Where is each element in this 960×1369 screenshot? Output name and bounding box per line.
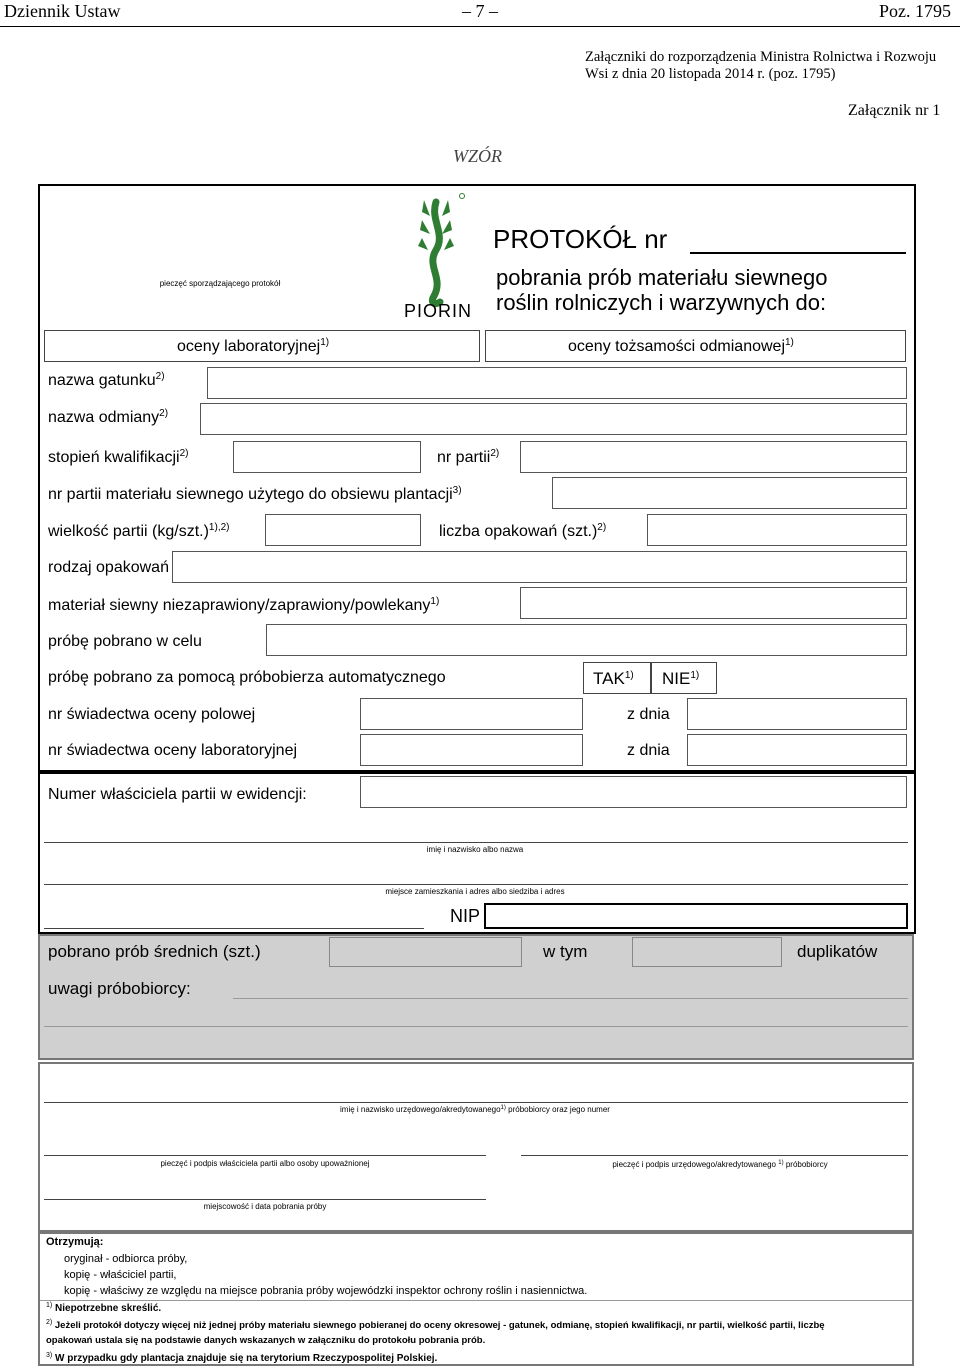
recipient-item: oryginał - odbiorca próby, [64, 1253, 188, 1265]
official-signature-line[interactable] [521, 1155, 908, 1156]
sampler-remarks-label: uwagi próbobiorcy: [48, 979, 191, 998]
owner-name-caption: imię i nazwisko albo nazwa [426, 845, 524, 854]
fields-nr-partii-text: nr partii [437, 449, 491, 466]
annex-number: Załącznik nr 1 [848, 102, 941, 119]
fields-odmiana-sup-text: 2) [159, 408, 169, 419]
page-number: – 7 – [462, 1, 498, 21]
position-number: Poz. 1795 [879, 1, 951, 21]
recipient-item: kopię - właściwy ze względu na miejsce pobrania próby wojewódzki inspektor ochrony roślin i nasiennictwa. [64, 1285, 588, 1297]
fields-nr-partii-mat-text: nr partii materiału siewnego użytego do obsiewu plantacji [48, 486, 453, 503]
footnotes-n2-line2-text: opakowań ustala się na podstawie danych wskazanych w załączniku do protokołu pobrania prób. [46, 1335, 486, 1346]
template-label: WZÓR [453, 146, 502, 166]
variety-label [48, 409, 168, 427]
recipients-title-text: Otrzymują: [46, 1236, 104, 1248]
footnotes-n2-line1-text: Jeżeli protokół dotyczy więcej niż jednej próby materiału siewnego pobieranej do oceny okresowej - gatunek, odmianę, stopień kwalifikacji, nr partii, wielkość partii, liczbę [54, 1320, 825, 1331]
material-label [48, 597, 439, 615]
owner-address-line[interactable] [44, 884, 908, 885]
option-identity-assessment[interactable] [485, 330, 906, 362]
field-cert-date-label: z dnia [627, 706, 670, 723]
option-identity-label: oceny tożsamości odmianowej [568, 338, 785, 355]
duplicates-label: duplikatów [797, 942, 878, 961]
footer-divider [40, 1300, 912, 1301]
footnotes-n3-text: W przypadku gdy plantacja znajduje się na terytorium Rzeczypospolitej Polskiej. [55, 1353, 438, 1364]
remarks-line-2[interactable] [44, 1026, 908, 1027]
qualification-label [48, 449, 189, 467]
fields-tak-sup-text: 1) [624, 670, 634, 681]
fields-nie-sup-text: 1) [690, 670, 700, 681]
lab-cert-input[interactable] [360, 734, 583, 766]
fields-nr-partii-sup-text: 2) [490, 448, 500, 459]
lot-size-input[interactable] [265, 514, 421, 546]
footnote-1 [46, 1303, 161, 1315]
signatures-official-stamp-a-text: pieczęć i podpis urzędowego/akredytowanego [612, 1160, 777, 1169]
species-label [48, 372, 165, 390]
fields-stopien-text: stopień kwalifikacji [48, 449, 180, 466]
material-input[interactable] [520, 587, 907, 619]
signatures-official-stamp-sup-text: 1) [778, 1160, 784, 1166]
footnote-3 [46, 1353, 437, 1365]
fields-odmiana-text: nazwa odmiany [48, 409, 160, 426]
lab-cert-date-input[interactable] [687, 734, 907, 766]
protocol-title: PROTOKÓŁ nr [493, 224, 668, 254]
option-identity-sup: 1) [785, 337, 794, 348]
fields-stopien-sup-text: 2) [179, 448, 189, 459]
fields-material-text: materiał siewny niezaprawiony/zaprawiony/powlekany [48, 597, 431, 614]
package-type-input[interactable] [172, 551, 907, 583]
lab-cert-date-label: z dnia [627, 742, 670, 759]
annex-line-1: Załączniki do rozporządzenia Ministra Rolnictwa i Rozwoju [585, 49, 937, 65]
footnote-2-line-1 [46, 1320, 825, 1332]
source-lot-label [48, 486, 462, 504]
purpose-input[interactable] [266, 624, 907, 656]
lab-cert-label: nr świadectwa oceny laboratoryjnej [48, 742, 298, 759]
signatures-sampler-caption-b-text: próbobiorcy oraz jego numer [508, 1105, 610, 1114]
annex-line-2: Wsi z dnia 20 listopada 2014 r. (poz. 1795) [585, 66, 836, 82]
samples-count-input[interactable] [329, 937, 522, 967]
fields-wielkosc-sup-text: 1),2) [208, 522, 230, 533]
qualification-input[interactable] [233, 441, 421, 473]
lot-number-label [437, 449, 499, 467]
signatures-sampler-caption-sup-text: 1) [500, 1105, 506, 1111]
owner-name-line[interactable] [44, 842, 908, 843]
fields-gatunek-sup-text: 2) [155, 371, 165, 382]
signatures-sampler-caption-a-text: imię i nazwisko urzędowego/akredytowanego [340, 1105, 501, 1114]
fields-wielkosc-text: wielkość partii (kg/szt.) [48, 523, 209, 540]
official-signature-caption [560, 1160, 880, 1169]
sampler-name-line[interactable] [44, 1102, 908, 1103]
variety-input[interactable] [200, 403, 907, 435]
place-date-line[interactable] [44, 1199, 486, 1200]
logo-text: PIORIN [404, 301, 473, 321]
including-label: w tym [543, 942, 588, 961]
recipient-item: kopię - właściciel partii, [64, 1269, 177, 1281]
protocol-number-line[interactable] [690, 252, 906, 254]
journal-name: Dziennik Ustaw [4, 1, 121, 21]
lot-number-input[interactable] [520, 441, 907, 473]
fields-gatunek-text: nazwa gatunku [48, 372, 156, 389]
stamp-caption: pieczęć sporządzającego protokół [159, 279, 281, 288]
protocol-subtitle-1: pobrania prób materiału siewnego [496, 265, 828, 290]
purpose-label: próbę pobrano w celu [48, 633, 202, 650]
field-cert-date-input[interactable] [687, 698, 907, 730]
footnotes-n1-sup-text: 1) [46, 1302, 53, 1309]
sampler-name-caption [280, 1105, 670, 1114]
signatures-official-stamp-b-text: próbobiorcy [785, 1160, 828, 1169]
owner-number-input[interactable] [360, 776, 907, 808]
fields-liczba-sup-text: 2) [597, 522, 607, 533]
field-cert-label: nr świadectwa oceny polowej [48, 706, 256, 723]
species-input[interactable] [207, 367, 907, 399]
owner-signature-caption: pieczęć i podpis właściciela partii albo osoby upoważnionej [160, 1159, 370, 1168]
place-date-caption: miejscowość i data pobrania próby [203, 1202, 327, 1211]
fields-nie-text: NIE [662, 669, 691, 688]
footnotes-n2-sup-text: 2) [46, 1319, 53, 1326]
samples-count-label: pobrano prób średnich (szt.) [48, 942, 261, 961]
option-lab-sup: 1) [320, 337, 330, 348]
package-count-label [439, 523, 606, 541]
duplicates-input[interactable] [632, 937, 782, 967]
protocol-subtitle-2: roślin rolniczych i warzywnych do: [496, 290, 827, 315]
yes-option[interactable] [583, 662, 651, 694]
owner-address-caption: miejsce zamieszkania i adres albo siedziba i adres [385, 887, 565, 896]
owner-number-label: Numer właściciela partii w ewidencji: [48, 786, 307, 803]
nip-label: NIP [450, 906, 481, 926]
recipients-title [46, 1236, 103, 1248]
remarks-line-1[interactable] [233, 998, 908, 999]
auto-sampler-label: próbę pobrano za pomocą próbobierza automatycznego [48, 669, 446, 686]
field-cert-input[interactable] [360, 698, 583, 730]
fields-material-sup-text: 1) [430, 596, 440, 607]
header-rule [0, 26, 960, 27]
fields-tak-text: TAK [593, 669, 625, 688]
owner-signature-line[interactable] [44, 1155, 486, 1156]
option-lab-label: oceny laboratoryjnej [177, 338, 321, 355]
footnotes-n3-sup-text: 3) [46, 1352, 53, 1359]
footnote-2-line-2 [46, 1335, 485, 1347]
package-type-label: rodzaj opakowań [48, 559, 169, 576]
package-count-input[interactable] [647, 514, 907, 546]
option-lab-assessment[interactable] [44, 330, 480, 362]
no-option[interactable] [651, 662, 717, 694]
lot-size-label [48, 523, 229, 541]
source-lot-input[interactable] [552, 477, 907, 509]
footnotes-n1-text: Niepotrzebne skreślić. [55, 1303, 162, 1314]
nip-input[interactable] [484, 903, 908, 929]
fields-nr-partii-mat-sup-text: 3) [452, 485, 462, 496]
owner-extra-line [44, 928, 424, 929]
fields-liczba-text: liczba opakowań (szt.) [439, 523, 598, 540]
